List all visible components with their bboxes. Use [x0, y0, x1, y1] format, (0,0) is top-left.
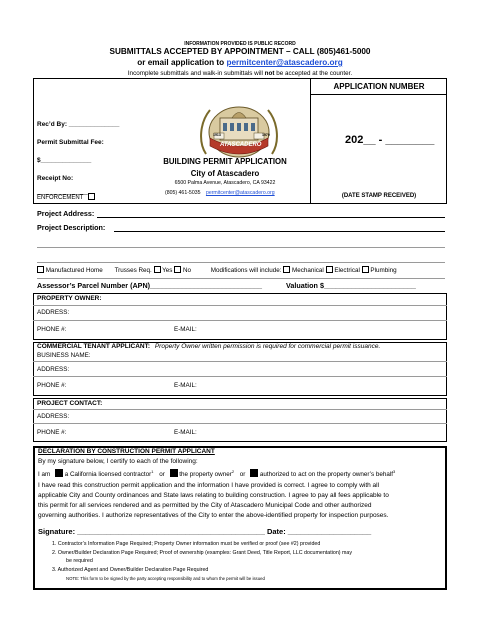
- owner-label: the property owner: [179, 471, 232, 479]
- incomplete-text-b: be accepted at the counter.: [274, 70, 353, 77]
- tenant-business-rule: [33, 361, 447, 362]
- contact-address-rule: [33, 423, 447, 424]
- incomplete-text-a: Incomplete submittals and walk-in submittals will: [127, 70, 265, 77]
- plumbing-checkbox[interactable]: [362, 266, 369, 273]
- mechanical-checkbox[interactable]: [283, 266, 290, 273]
- manufactured-home-label: Manufactured Home: [45, 267, 103, 274]
- plumbing-label: Plumbing: [370, 267, 397, 274]
- tenant-title-row: [37, 343, 380, 350]
- application-label-rule: [310, 94, 447, 95]
- permit-fee-label: Permit Submittal Fee:: [37, 139, 104, 146]
- tenant-title: COMMERCIAL TENANT APPLICANT:: [37, 343, 151, 350]
- incomplete-not: not: [264, 70, 275, 77]
- trusses-label: Trusses Req.: [114, 267, 152, 274]
- receipt-no-field[interactable]: ______________: [37, 188, 88, 195]
- public-record-notice: INFORMATION PROVIDED IS PUBLIC RECORD: [184, 41, 296, 47]
- description-line-2[interactable]: [37, 247, 445, 248]
- city-email-link[interactable]: permitcenter@atascadero.org: [205, 190, 275, 196]
- fee-amount-field[interactable]: $______________: [37, 157, 92, 164]
- contact-phone-field[interactable]: PHONE #:: [37, 429, 67, 436]
- valuation-field[interactable]: Valuation $_______________________: [286, 281, 416, 290]
- tenant-phone-field[interactable]: PHONE #:: [37, 382, 67, 389]
- project-description-field[interactable]: [114, 231, 445, 232]
- mechanical-label: Mechanical: [291, 267, 324, 274]
- project-address-field[interactable]: [97, 217, 445, 218]
- contact-name-rule: [33, 409, 447, 410]
- form-title: BUILDING PERMIT APPLICATION: [163, 157, 287, 166]
- commercial-tenant-section: [33, 342, 447, 396]
- permit-center-email-link[interactable]: permitcenter@atascadero.org: [226, 58, 343, 67]
- tenant-email-field[interactable]: E-MAIL:: [174, 382, 197, 389]
- tenant-business-field[interactable]: BUSINESS NAME:: [37, 352, 91, 359]
- or-label-1: or: [159, 471, 165, 479]
- contractor-label: a California licensed contractor: [64, 471, 152, 479]
- electrical-label: Electrical: [334, 267, 360, 274]
- owner-address-field[interactable]: ADDRESS:: [37, 309, 70, 316]
- receipt-no-label: Receipt No:: [37, 175, 74, 182]
- owner-address-rule: [33, 320, 447, 321]
- agent-checkbox[interactable]: [250, 469, 258, 477]
- tenant-permission-note: Property Owner written permission is required for commercial permit issuance.: [154, 343, 381, 350]
- city-name: City of Atascadero: [190, 169, 260, 178]
- trusses-yes-label: Yes: [162, 267, 173, 274]
- footnote-2-continued: be required: [66, 558, 93, 564]
- applicant-type-row: [38, 469, 395, 478]
- footnote-1: 1. Contractor’s Information Page Required; Property Owner information must be verified or proof (see #2) provided: [52, 541, 321, 547]
- manufactured-home-checkbox[interactable]: [37, 266, 44, 273]
- enforcement-checkbox[interactable]: [88, 193, 95, 200]
- agent-footnote: 3: [393, 469, 396, 474]
- project-address-label: Project Address:: [37, 209, 95, 218]
- incomplete-notice: [0, 70, 480, 77]
- submittals-notice: SUBMITTALS ACCEPTED BY APPOINTMENT – CALL (805)461-5000: [109, 47, 371, 56]
- owner-phone-field[interactable]: PHONE #:: [37, 326, 67, 333]
- apn-field[interactable]: Assessor’s Parcel Number (APN)____________________________: [37, 281, 262, 290]
- project-options-row: [37, 266, 397, 274]
- declaration-title: DECLARATION BY CONSTRUCTION PERMIT APPLICANT: [38, 448, 215, 455]
- contact-address-field[interactable]: ADDRESS:: [37, 413, 70, 420]
- declaration-paragraph-line-3: this permit for all services rendered and as permitted by the City of Atascadero Municipal Code and other authorized: [38, 502, 372, 509]
- enforcement-option[interactable]: [37, 193, 95, 201]
- footnote-2: 2. Owner/Builder Declaration Page Required; Proof of ownership (examples: Grant Deed, Title Report, LLC documentation) may: [52, 550, 353, 556]
- tenant-address-rule: [33, 376, 447, 377]
- tenant-address-field[interactable]: ADDRESS:: [37, 366, 70, 373]
- email-prefix: or email application to: [137, 58, 227, 67]
- city-address: 6500 Palma Avenue, Atascadero, CA 93422: [174, 180, 276, 186]
- or-label-2: or: [239, 471, 246, 479]
- description-line-3[interactable]: [37, 262, 445, 263]
- declaration-paragraph-line-1: I have read this construction permit application and the information I have provided is correct. I agree to comply with all: [38, 482, 380, 489]
- city-phone: (805) 461-5035: [165, 190, 201, 196]
- trusses-no-checkbox[interactable]: [174, 266, 181, 273]
- seal-year-left: 1913: [213, 133, 221, 137]
- signature-date-field[interactable]: Signature: _____________________________________________ Date: ____________________: [38, 527, 372, 536]
- project-contact-title: PROJECT CONTACT:: [37, 400, 103, 407]
- i-am-label: I am: [38, 471, 51, 479]
- contractor-footnote: 1: [151, 469, 154, 474]
- city-contact: [165, 190, 275, 196]
- owner-email-field[interactable]: E-MAIL:: [174, 326, 197, 333]
- trusses-yes-checkbox[interactable]: [154, 266, 161, 273]
- project-description-label: Project Description:: [37, 223, 106, 232]
- footnote-3: 3. Authorized Agent and Owner/Builder Declaration Page Required: [52, 567, 209, 573]
- electrical-checkbox[interactable]: [326, 266, 333, 273]
- application-number-label: APPLICATION NUMBER: [333, 82, 425, 91]
- modifications-label: Modifications will include:: [210, 267, 282, 274]
- contact-email-field[interactable]: E-MAIL:: [174, 429, 197, 436]
- owner-name-rule: [33, 305, 447, 306]
- description-line-4[interactable]: [37, 278, 445, 279]
- declaration-paragraph-line-4: governing authorities. I authorize representatives of the City to enter the above-identified property for inspection purposes.: [38, 512, 389, 519]
- recd-by-field[interactable]: Rec’d By: ______________: [37, 121, 120, 128]
- declaration-paragraph-line-2: applicable City and County ordinances and State laws relating to building construction. I agree to pay all fees applicable to: [38, 492, 389, 499]
- email-notice: [0, 58, 480, 67]
- owner-footnote: 2: [231, 469, 235, 474]
- property-owner-title: PROPERTY OWNER:: [37, 295, 102, 302]
- seal-year-right: 1979: [262, 133, 270, 137]
- declaration-intro: By my signature below, I certify to each of the following:: [38, 458, 198, 465]
- trusses-no-label: No: [182, 267, 192, 274]
- agent-label: authorized to act on the property owner’s behalf: [259, 471, 394, 479]
- seal-banner-text: ATASCADERO: [220, 142, 262, 148]
- application-number-field[interactable]: 202__ - ________: [345, 134, 435, 146]
- signature-note: NOTE: This form to be signed by the party accepting responsibility and to whom the permit will be issued: [66, 576, 265, 581]
- date-stamp-label: (DATE STAMP RECEIVED): [341, 193, 417, 199]
- owner-checkbox[interactable]: [170, 469, 178, 477]
- enforcement-label: ENFORCEMENT: [37, 195, 84, 201]
- contractor-checkbox[interactable]: [55, 469, 63, 477]
